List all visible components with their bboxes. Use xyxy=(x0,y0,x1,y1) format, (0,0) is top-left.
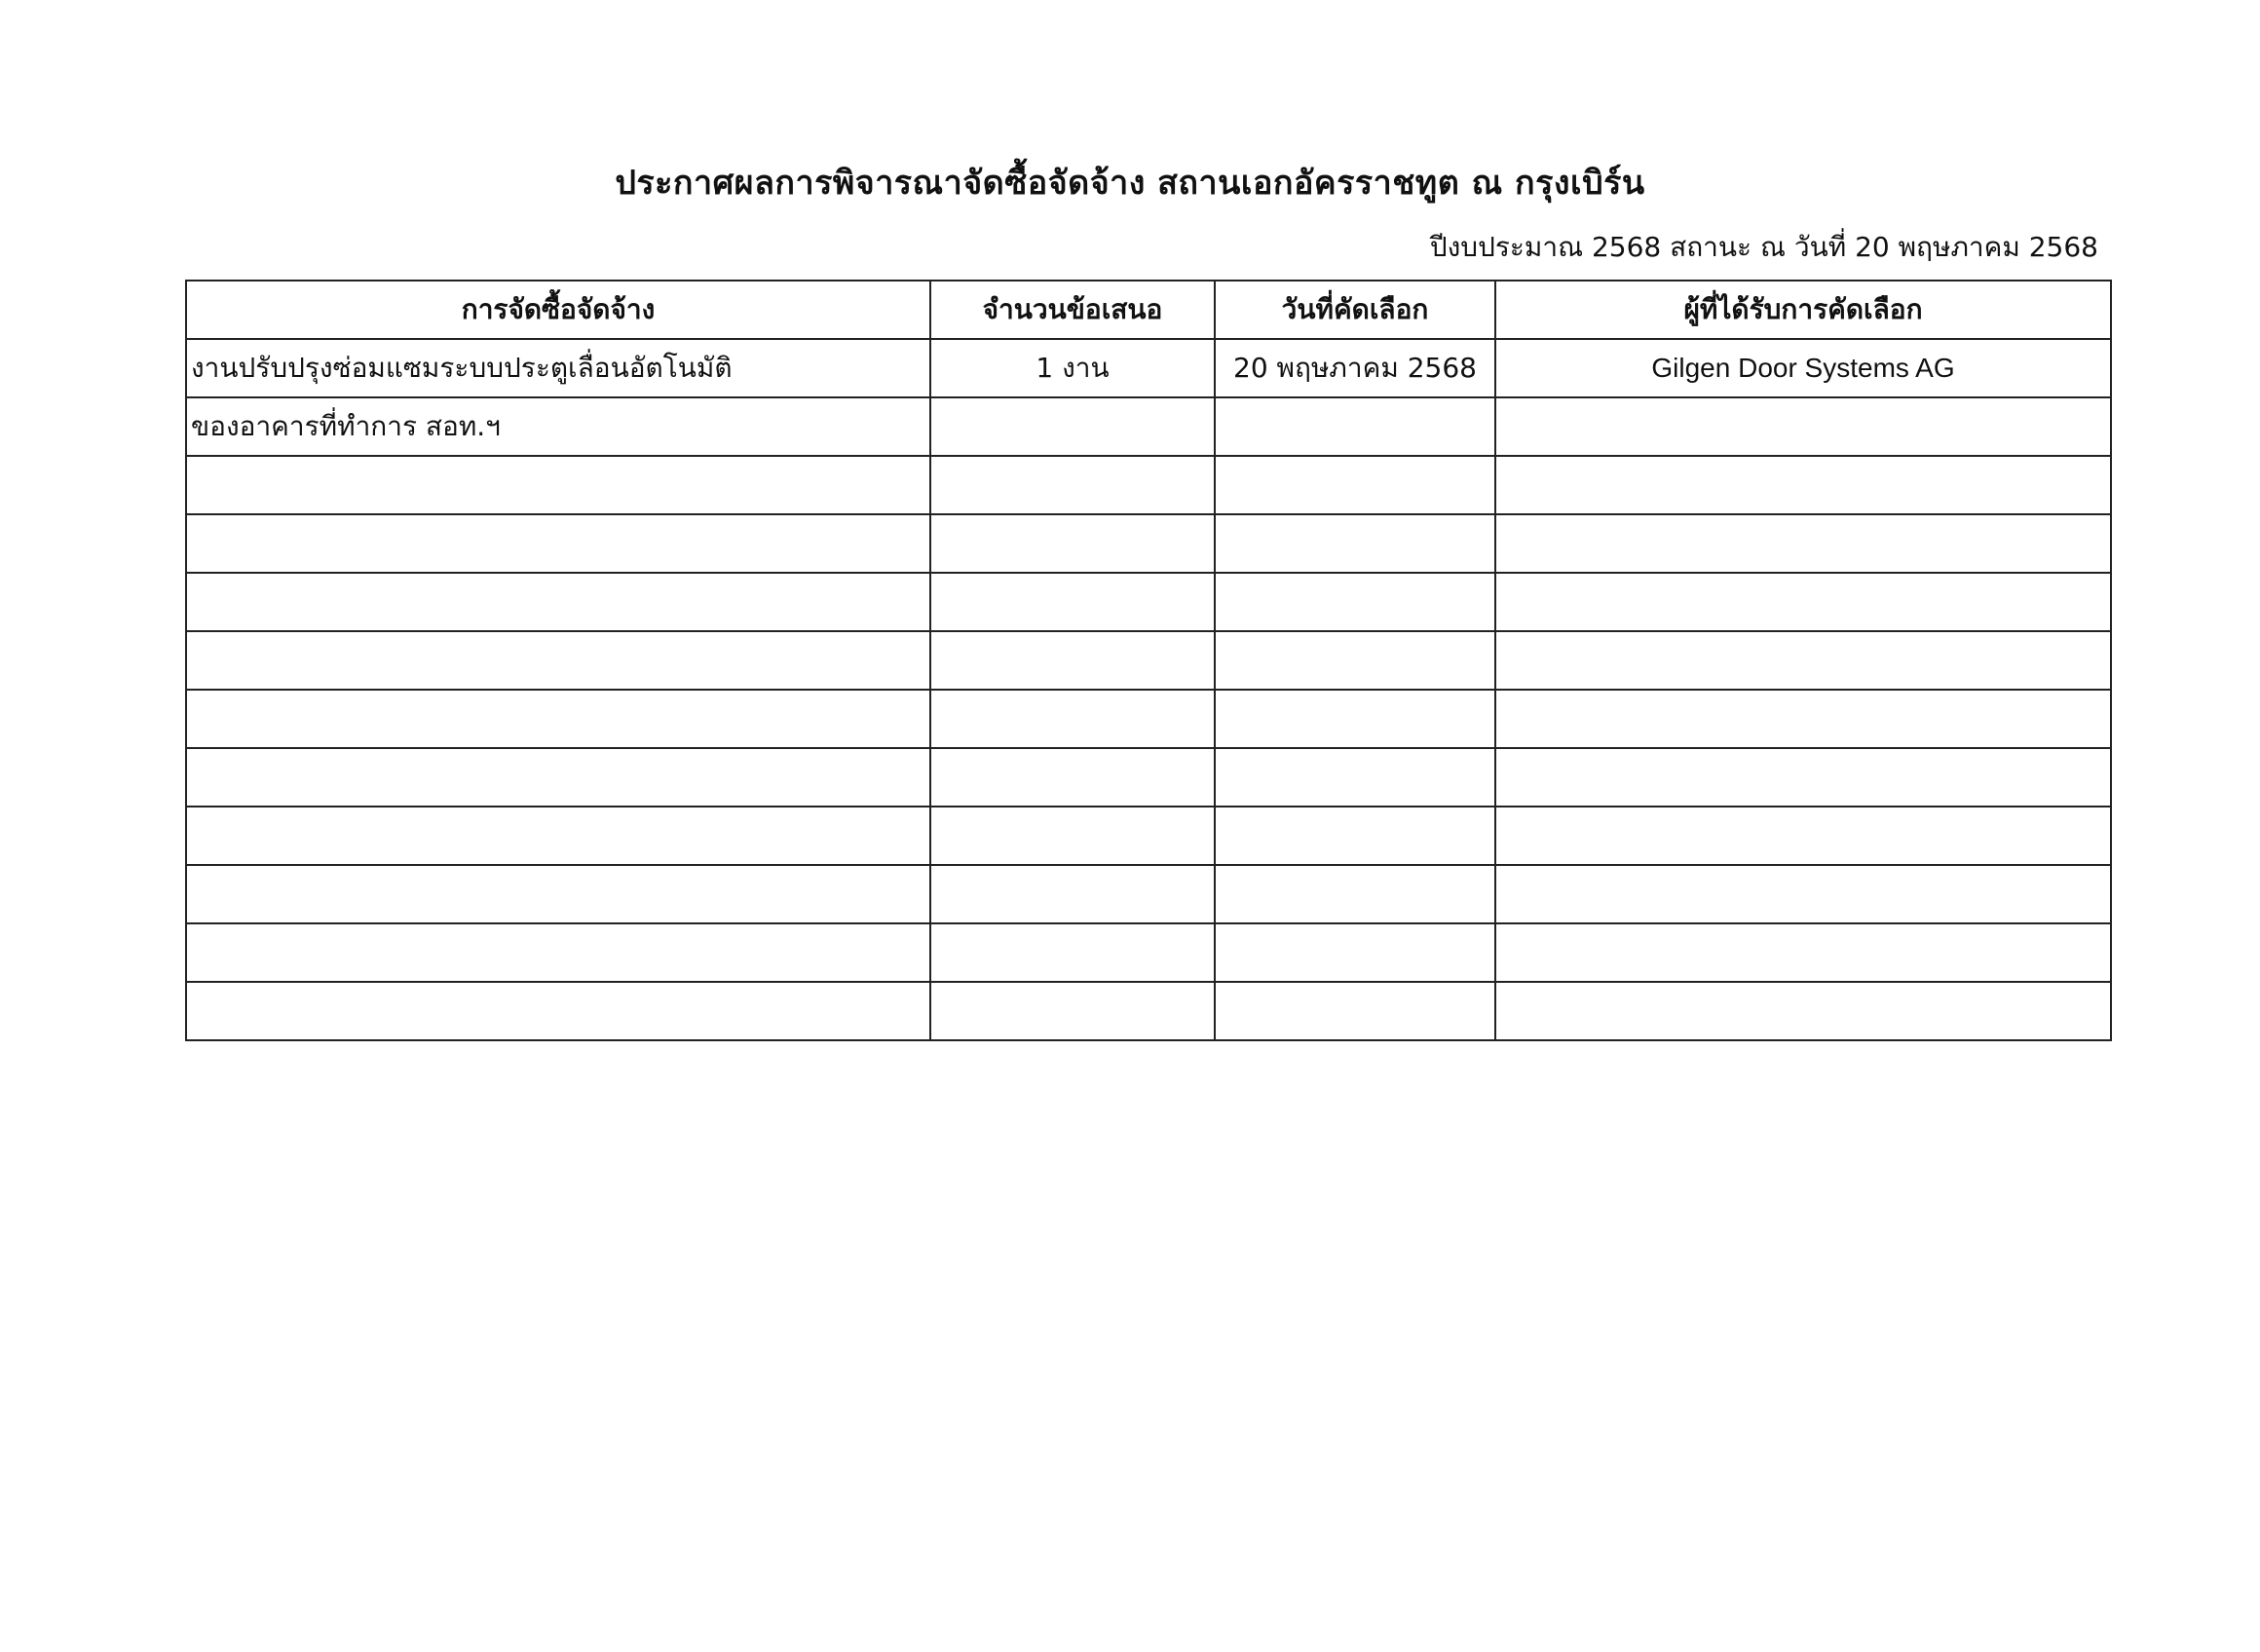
header-selected-vendor: ผู้ที่ได้รับการคัดเลือก xyxy=(1495,281,2111,339)
table-row xyxy=(186,397,2111,456)
table-row xyxy=(186,865,2111,923)
cell-offer-count xyxy=(930,748,1215,807)
cell-offer-count xyxy=(930,456,1215,514)
cell-procurement: ของอาคารที่ทำการ สอท.ฯ xyxy=(186,397,930,456)
cell-procurement xyxy=(186,456,930,514)
cell-offer-count xyxy=(930,923,1215,982)
cell-selection-date xyxy=(1215,865,1495,923)
table-row xyxy=(186,339,2111,397)
table-row xyxy=(186,456,2111,514)
table-row xyxy=(186,690,2111,748)
cell-selected-vendor xyxy=(1495,923,2111,982)
cell-selected-vendor xyxy=(1495,748,2111,807)
cell-selected-vendor xyxy=(1495,631,2111,690)
cell-selection-date xyxy=(1215,982,1495,1040)
table-row xyxy=(186,514,2111,573)
cell-selected-vendor: Gilgen Door Systems AG xyxy=(1495,339,2111,397)
cell-offer-count xyxy=(930,807,1215,865)
table-row xyxy=(186,631,2111,690)
table-row xyxy=(186,748,2111,807)
cell-selected-vendor xyxy=(1495,514,2111,573)
cell-selection-date xyxy=(1215,807,1495,865)
procurement-results-table xyxy=(185,280,2112,1041)
cell-selected-vendor xyxy=(1495,690,2111,748)
cell-selected-vendor xyxy=(1495,397,2111,456)
cell-selected-vendor xyxy=(1495,807,2111,865)
cell-offer-count: 1 งาน xyxy=(930,339,1215,397)
cell-selected-vendor xyxy=(1495,456,2111,514)
cell-procurement xyxy=(186,923,930,982)
cell-selected-vendor xyxy=(1495,982,2111,1040)
cell-offer-count xyxy=(930,865,1215,923)
cell-procurement xyxy=(186,748,930,807)
header-selection-date: วันที่คัดเลือก xyxy=(1215,281,1495,339)
cell-offer-count xyxy=(930,982,1215,1040)
cell-offer-count xyxy=(930,573,1215,631)
cell-selection-date xyxy=(1215,397,1495,456)
header-procurement: การจัดซื้อจัดจ้าง xyxy=(186,281,930,339)
table-header-row xyxy=(186,281,2111,339)
cell-offer-count xyxy=(930,514,1215,573)
cell-procurement xyxy=(186,573,930,631)
table-row xyxy=(186,807,2111,865)
cell-procurement xyxy=(186,690,930,748)
table-row xyxy=(186,982,2111,1040)
table-row xyxy=(186,573,2111,631)
cell-procurement xyxy=(186,807,930,865)
cell-offer-count xyxy=(930,397,1215,456)
cell-selection-date xyxy=(1215,690,1495,748)
table-body xyxy=(186,339,2111,1040)
cell-procurement xyxy=(186,982,930,1040)
cell-procurement xyxy=(186,514,930,573)
cell-selected-vendor xyxy=(1495,865,2111,923)
cell-procurement: งานปรับปรุงซ่อมแซมระบบประตูเลื่อนอัตโนมัติ xyxy=(186,339,930,397)
cell-procurement xyxy=(186,865,930,923)
cell-offer-count xyxy=(930,690,1215,748)
table-row xyxy=(186,923,2111,982)
cell-selection-date xyxy=(1215,456,1495,514)
header-offer-count: จำนวนข้อเสนอ xyxy=(930,281,1215,339)
cell-selection-date xyxy=(1215,573,1495,631)
cell-selected-vendor xyxy=(1495,573,2111,631)
cell-selection-date xyxy=(1215,514,1495,573)
cell-selection-date xyxy=(1215,748,1495,807)
document-subtitle: ปีงบประมาณ 2568 สถานะ ณ วันที่ 20 พฤษภาคม 2568 xyxy=(1429,231,2098,263)
document-title: ประกาศผลการพิจารณาจัดซื้อจัดจ้าง สถานเอกอัครราชทูต ณ กรุงเบิร์น xyxy=(615,164,1645,203)
cell-offer-count xyxy=(930,631,1215,690)
cell-selection-date: 20 พฤษภาคม 2568 xyxy=(1215,339,1495,397)
cell-selection-date xyxy=(1215,631,1495,690)
cell-selection-date xyxy=(1215,923,1495,982)
cell-procurement xyxy=(186,631,930,690)
